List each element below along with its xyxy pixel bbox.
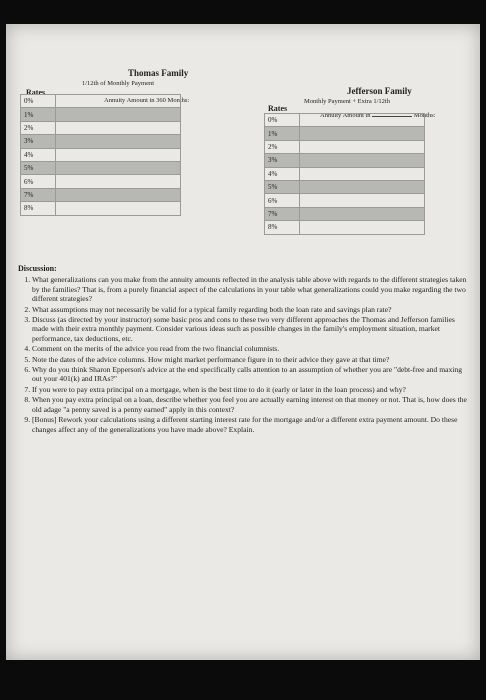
jefferson-annuity-cell[interactable] [300, 154, 425, 167]
jefferson-title: Jefferson Family [347, 86, 412, 96]
jefferson-annuity-cell[interactable] [300, 194, 425, 207]
analysis-table [20, 68, 470, 258]
jefferson-sub2: Annuity Amount in Months: [320, 112, 436, 119]
thomas-annuity-cell[interactable] [56, 135, 181, 148]
jefferson-annuity-cell[interactable] [300, 180, 425, 193]
jefferson-rate-cell: 8% [265, 221, 300, 234]
thomas-annuity-cell[interactable] [56, 108, 181, 121]
thomas-rate-cell: 1% [21, 108, 56, 121]
thomas-rate-cell: 2% [21, 121, 56, 134]
jefferson-row [265, 127, 425, 140]
thomas-row [21, 95, 181, 108]
jefferson-row [265, 194, 425, 207]
thomas-rate-cell: 0% [21, 95, 56, 108]
discussion-item: 7. If you were to pay extra principal on a mortgage, when is the best time to do it (early or later in the loan process) and why? [32, 385, 468, 394]
thomas-row [21, 161, 181, 174]
thomas-row [21, 121, 181, 134]
jefferson-rate-cell: 2% [265, 140, 300, 153]
discussion-item: 8. When you pay extra principal on a loan, describe whether you feel you are actually earning interest on that money or not. That is, how does the old adage "a penny saved is a penny earned" apply in this context? [32, 395, 468, 414]
thomas-row [21, 148, 181, 161]
jefferson-annuity-cell[interactable] [300, 127, 425, 140]
discussion-item: 3. Discuss (as directed by your instructor) some basic pros and cons to these two very different approaches the Thomas and Jefferson families made with their extra monthly payment. Consider various ideas such as possible changes in the family's employment situation, market performance, tax deductions, etc. [32, 315, 468, 343]
jefferson-annuity-cell[interactable] [300, 221, 425, 234]
thomas-row [21, 175, 181, 188]
thomas-sub1: 1/12th of Monthly Payment [82, 80, 155, 87]
jefferson-rate-cell: 6% [265, 194, 300, 207]
discussion-item: 5. Note the dates of the advice columns. How might market performance figure in to their advice they gave at that time? [32, 355, 468, 364]
jefferson-rate-cell: 4% [265, 167, 300, 180]
thomas-rate-cell: 5% [21, 161, 56, 174]
discussion-list [16, 275, 468, 434]
thomas-title: Thomas Family [128, 68, 189, 78]
thomas-annuity-cell[interactable] [56, 175, 181, 188]
jefferson-table [264, 113, 425, 235]
jefferson-annuity-cell[interactable] [300, 140, 425, 153]
jefferson-row [265, 207, 425, 220]
jefferson-rates-header: Rates [268, 104, 288, 113]
jefferson-sub1: Monthly Payment + Extra 1/12th [304, 98, 390, 105]
jefferson-row [265, 221, 425, 234]
thomas-sub2: Annuity Amount in 360 Months: [104, 97, 190, 104]
jefferson-annuity-cell[interactable] [300, 114, 425, 127]
jefferson-annuity-cell[interactable] [300, 167, 425, 180]
jefferson-row [265, 154, 425, 167]
thomas-rate-cell: 6% [21, 175, 56, 188]
thomas-annuity-cell[interactable] [56, 95, 181, 108]
thomas-annuity-cell[interactable] [56, 161, 181, 174]
thomas-rates-header: Rates [26, 88, 46, 97]
discussion-item: 1. What generalizations can you make from the annuity amounts reflected in the analysis table above with regards to the different strategies taken by the families? That is, from a purely financial aspect of the calculations in your table what generalizations could you make regarding the two different strategies? [32, 275, 468, 303]
thomas-rate-cell: 3% [21, 135, 56, 148]
thomas-rate-cell: 8% [21, 202, 56, 215]
thomas-rate-cell: 7% [21, 188, 56, 201]
thomas-table [20, 94, 181, 216]
thomas-annuity-cell[interactable] [56, 202, 181, 215]
jefferson-row [265, 167, 425, 180]
jefferson-rate-cell: 1% [265, 127, 300, 140]
thomas-row [21, 135, 181, 148]
jefferson-annuity-cell[interactable] [300, 207, 425, 220]
discussion-item: 9. [Bonus] Rework your calculations using a different starting interest rate for the mortgage and/or a different extra payment amount. Do these changes affect any of the generalizations you have made above? Explain. [32, 415, 468, 434]
jefferson-row [265, 140, 425, 153]
thomas-rate-cell: 4% [21, 148, 56, 161]
jefferson-rate-cell: 0% [265, 114, 300, 127]
discussion-item: 2. What assumptions may not necessarily be valid for a typical family regarding both the loan rate and savings plan rate? [32, 305, 468, 314]
jefferson-row [265, 114, 425, 127]
discussion-heading: Discussion: [18, 264, 57, 273]
discussion-item: 4. Comment on the merits of the advice you read from the two financial columnists. [32, 344, 468, 353]
jefferson-rate-cell: 3% [265, 154, 300, 167]
worksheet-page [6, 24, 480, 660]
discussion-section [16, 264, 468, 435]
thomas-annuity-cell[interactable] [56, 188, 181, 201]
jefferson-row [265, 180, 425, 193]
thomas-annuity-cell[interactable] [56, 121, 181, 134]
thomas-row [21, 108, 181, 121]
discussion-item: 6. Why do you think Sharon Epperson's advice at the end specifically calls attention to an assumption of whether you are "debt-free and maxing out your 401(k) and IRAs?" [32, 365, 468, 384]
thomas-row [21, 202, 181, 215]
thomas-annuity-cell[interactable] [56, 148, 181, 161]
thomas-row [21, 188, 181, 201]
jefferson-rate-cell: 7% [265, 207, 300, 220]
jefferson-rate-cell: 5% [265, 180, 300, 193]
